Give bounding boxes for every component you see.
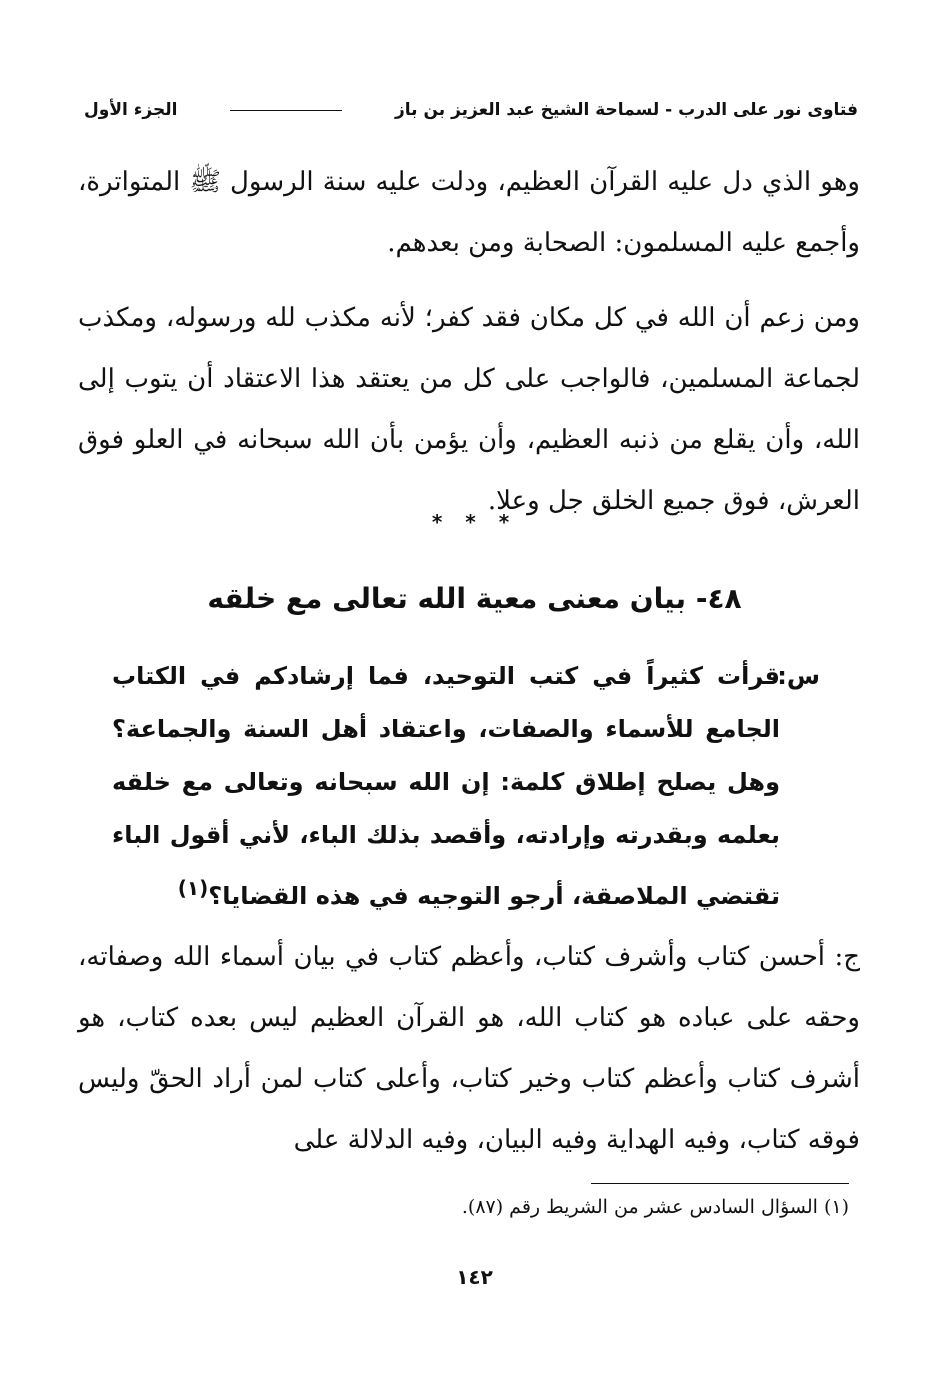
answer-text: ج: أحسن كتاب وأشرف كتاب، وأعظم كتاب في بيان أسماء الله وصفاته، وحقه على عباده هو كتاب الله، هو القرآن العظيم ليس بعده كتاب، هو أشرف كتاب وأعظم كتاب وخير كتاب، وأعلى كتاب لمن أراد الحقّ وليس فوقه كتاب، وفيه الهداية وفيه البيان، وفيه الدلالة على xyxy=(78,942,860,1155)
footnote-reference: (١) xyxy=(177,876,209,900)
question-text: قرأت كثيراً في كتب التوحيد، فما إرشادكم في الكتاب الجامع للأسماء والصفات، واعتقاد أهل السنة والجماعة؟ وهل يصلح إطلاق كلمة: إن الله سبحانه وتعالى مع خلقه بعلمه وبقدرته وإرادته، وأقصد بذلك الباء، لأني أقول الباء تقتضي الملاصقة، أرجو التوجيه في هذه القضايا؟ xyxy=(112,662,780,910)
section-separator: * * * xyxy=(431,510,518,534)
question-block xyxy=(112,650,820,923)
footnote-rule xyxy=(591,1183,849,1184)
book-title: فتاوى نور على الدرب - لسماحة الشيخ عبد العزيز بن باز xyxy=(395,100,858,120)
paragraph-2: ومن زعم أن الله في كل مكان فقد كفر؛ لأنه مكذب لله ورسوله، ومكذب لجماعة المسلمين، فالواجب على كل من يعتقد هذا الاعتقاد أن يتوب إلى الله، وأن يقلع من ذنبه العظيم، وأن يؤمن بأن الله سبحانه في العلو فوق العرش، فوق جميع الخلق جل وعلا. xyxy=(78,303,860,516)
paragraph-1: وهو الذي دل عليه القرآن العظيم، ودلت عليه سنة الرسول ﷺ المتواترة، وأجمع عليه المسلمون: الصحابة ومن بعدهم. xyxy=(78,167,860,258)
question-label: س: xyxy=(777,662,820,690)
volume-label: الجزء الأول xyxy=(84,100,178,120)
footnote: (١) السؤال السادس عشر من الشريط رقم (٨٧). xyxy=(461,1196,849,1218)
question-text-wrapper xyxy=(112,650,780,923)
section-title: ٤٨- بيان معنى معية الله تعالى مع خلقه xyxy=(207,582,742,615)
page-number: ١٤٢ xyxy=(456,1265,493,1289)
header-rule xyxy=(230,110,342,111)
page-header xyxy=(84,92,858,128)
